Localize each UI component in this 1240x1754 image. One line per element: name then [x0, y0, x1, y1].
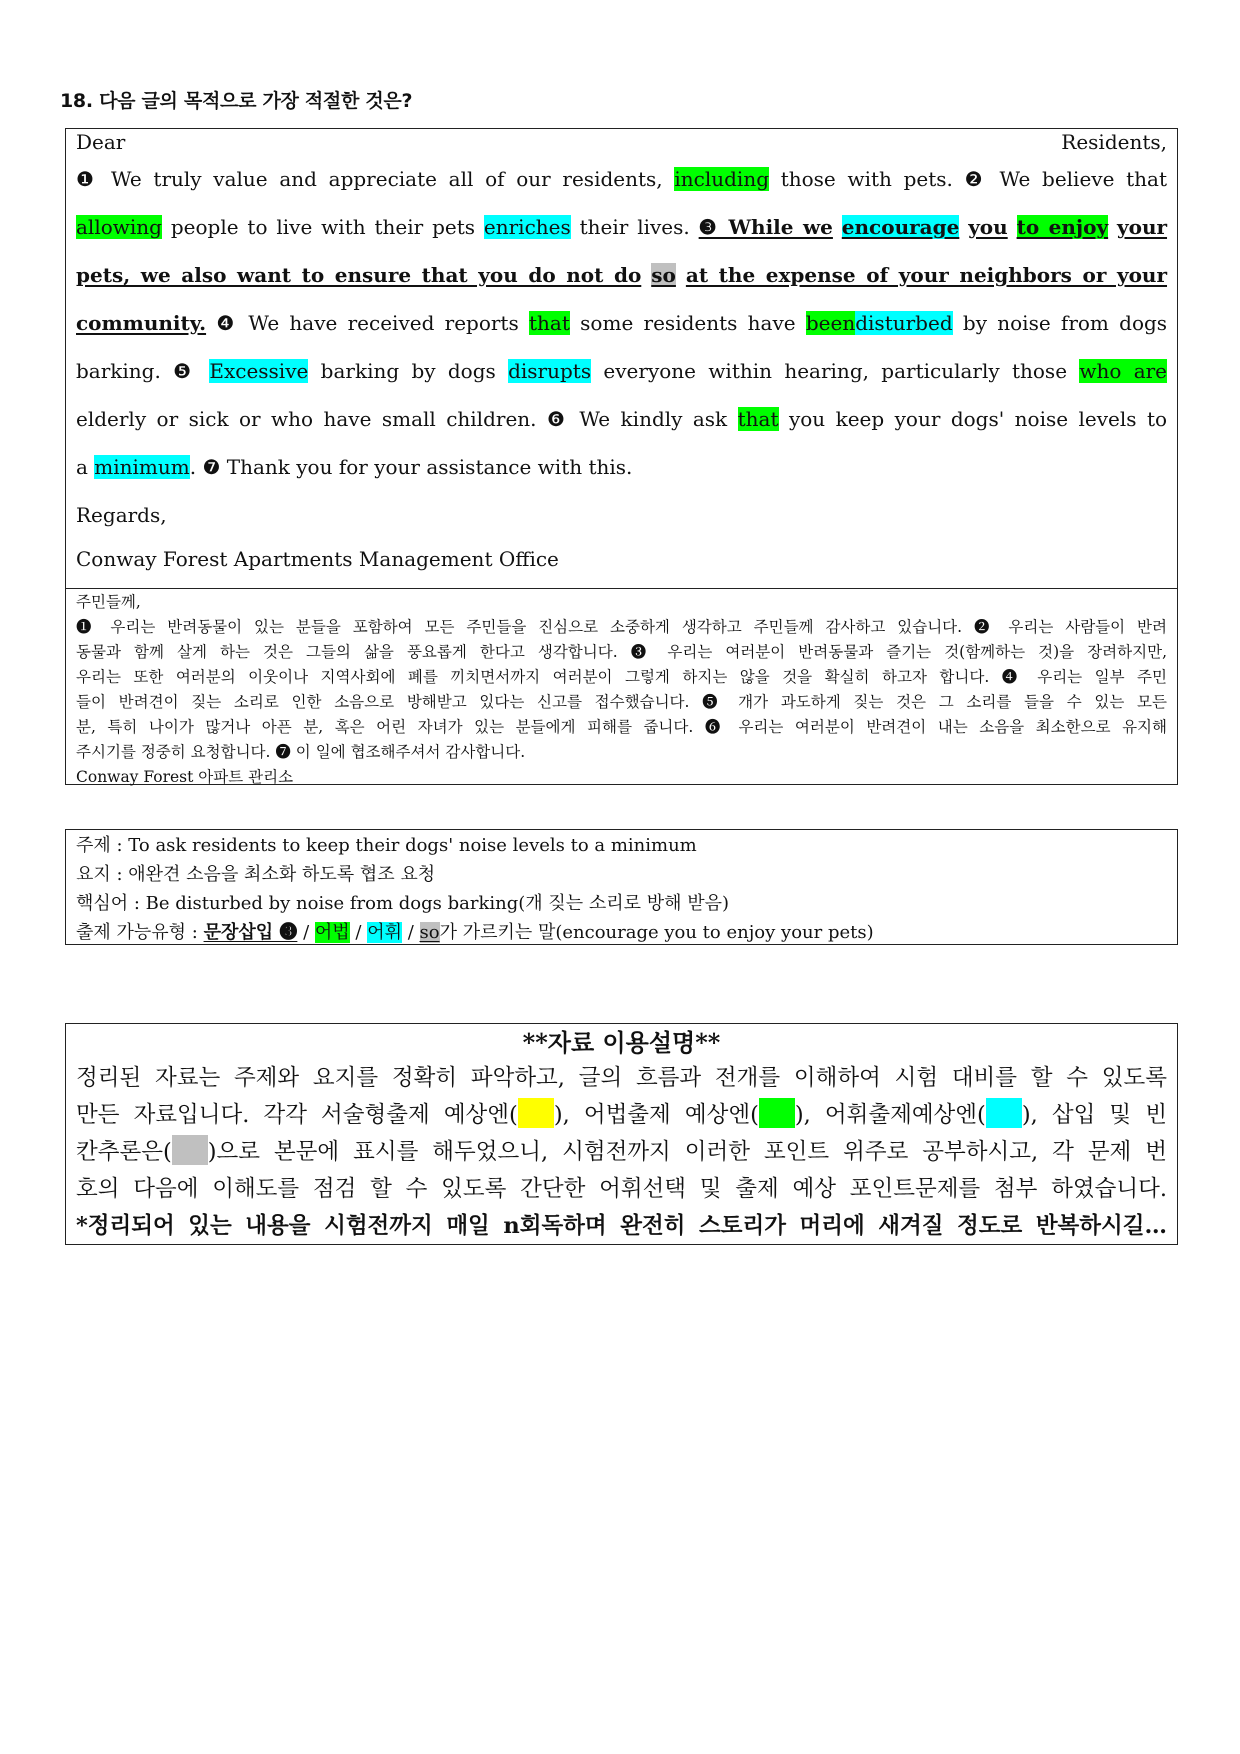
translation-line: 동물과 함께 살게 하는 것은 그들의 삶을 풍요롭게 한다고 생각합니다. ❸ 우리는 여러분이 반려동물과 즐기는 것(함께하는 것)을 장려하지만, — [76, 643, 1167, 661]
insert-sentence: your — [1116, 215, 1168, 239]
vocab-highlight: minimum — [94, 455, 190, 479]
separator: / — [349, 922, 368, 943]
vocab-highlight: disturbed — [855, 311, 953, 335]
translation-line: 주민들께, — [76, 593, 141, 611]
translation-line: ❶ 우리는 반려동물이 있는 분들을 포함하여 모든 주민들을 진심으로 소중하게 생각하고 주민들께 감사하고 있습니다. ❷ 우리는 사람들이 반려 — [76, 618, 1167, 636]
vocab-highlight: enriches — [483, 215, 571, 239]
reference-highlight: so — [651, 263, 676, 287]
passage-text: barking by dogs — [320, 359, 496, 383]
passage-line — [76, 443, 1167, 491]
passage-text: their lives. — [579, 215, 690, 239]
regards: Regards, — [76, 503, 167, 527]
passage-text: elderly or sick or who have small children. ❻ We kindly ask — [76, 407, 728, 431]
guide-text: ), 어휘출제예상엔( — [794, 1102, 986, 1128]
passage-text: everyone within hearing, particularly those — [603, 359, 1068, 383]
translation-line: 우리는 또한 여러분의 이웃이나 지역사회에 폐를 끼치면서까지 여러분이 그렇게 하지는 않을 것을 확실히 하고자 합니다. ❹ 우리는 일부 주민 — [76, 668, 1167, 686]
keyword: 핵심어 : Be disturbed by noise from dogs barking(개 짖는 소리로 방해 받음) — [76, 893, 730, 914]
gist: 요지 : 애완견 소음을 최소화 하도록 협조 요청 — [76, 864, 436, 885]
guide-line — [76, 1134, 1167, 1171]
passage-text: a — [76, 455, 88, 479]
greeting: Dear Residents, — [76, 130, 1167, 154]
translation-line: Conway Forest 아파트 관리소 — [76, 768, 294, 786]
types-label: 출제 가능유형 : — [76, 922, 204, 943]
separator: / — [401, 922, 420, 943]
guide-line — [76, 1097, 1167, 1134]
signature: Conway Forest Apartments Management Office — [76, 547, 559, 571]
guide-line: 정리된 자료는 주제와 요지를 정확히 파악하고, 글의 흐름과 전개를 이해하여 시험 대비를 할 수 있도록 — [76, 1065, 1167, 1091]
translation-line: 분, 특히 나이가 많거나 아픈 분, 혹은 어린 자녀가 있는 분들에게 피해를 줍니다. ❻ 우리는 여러분이 반려견이 내는 소음을 최소한으로 유지해 — [76, 718, 1167, 736]
guide-text: )으로 본문에 표시를 해두었으니, 시험전까지 이러한 포인트 위주로 공부하시고, 각 문제 번 — [207, 1139, 1167, 1165]
insert-sentence: community. — [76, 311, 207, 335]
passage-text: those with pets. ❷ We believe that — [780, 167, 1168, 191]
insert-sentence: at the expense of your neighbors or your — [685, 263, 1168, 287]
question-types — [76, 918, 1167, 947]
insert-sentence: you — [968, 215, 1008, 239]
grammar-highlight: allowing — [76, 215, 162, 239]
passage-text: ❹ We have received reports — [216, 311, 519, 335]
summary-box — [65, 829, 1178, 945]
type-vocab: 어휘 — [367, 922, 402, 943]
grammar-highlight: including — [674, 167, 769, 191]
guide-text: ), 어법출제 예상엔( — [553, 1102, 759, 1128]
passage-line — [76, 203, 1167, 251]
grammar-highlight: been — [805, 311, 856, 335]
vocab-highlight: disrupts — [508, 359, 592, 383]
passage-text: people to live with their pets — [170, 215, 476, 239]
passage-line — [76, 251, 1167, 299]
type-grammar: 어법 — [314, 922, 350, 943]
passage-text: some residents have — [580, 311, 796, 335]
cyan-swatch — [986, 1098, 1022, 1128]
passage-line — [76, 347, 1167, 395]
guide-title: **자료 이용설명** — [522, 1028, 721, 1057]
vocab-highlight: encourage — [841, 215, 960, 239]
passage-box — [65, 128, 1178, 589]
passage-line — [76, 155, 1167, 203]
insert-sentence: ❸ While we — [698, 215, 833, 239]
guide-box — [65, 1023, 1178, 1245]
type-reference-desc: 가 가르키는 말(encourage you to enjoy your pets) — [439, 922, 874, 943]
topic: 주제 : To ask residents to keep their dogs' noise levels to a minimum — [76, 835, 697, 856]
passage-line — [76, 299, 1167, 347]
translation-line: 주시기를 정중히 요청합니다. ❼ 이 일에 협조해주셔서 감사합니다. — [76, 743, 526, 761]
yellow-swatch — [518, 1098, 554, 1128]
gray-swatch — [172, 1135, 208, 1165]
passage-text: . ❼ Thank you for your assistance with this. — [189, 455, 633, 479]
passage-text: barking. ❺ — [76, 359, 198, 383]
green-swatch — [759, 1098, 795, 1128]
grammar-highlight: who are — [1079, 359, 1168, 383]
grammar-highlight: that — [737, 407, 779, 431]
translation-box — [65, 588, 1178, 785]
passage-text: ❶ We truly value and appreciate all of our residents, — [76, 167, 663, 191]
grammar-highlight: to enjoy — [1016, 215, 1109, 239]
type-insert: 문장삽입 ❸ — [203, 922, 298, 943]
question-title: 18. 다음 글의 목적으로 가장 적절한 것은? — [60, 90, 413, 112]
guide-text: ), 삽입 및 빈 — [1021, 1102, 1167, 1128]
type-reference: so — [419, 922, 440, 943]
guide-note: *정리되어 있는 내용을 시험전까지 매일 n회독하며 완전히 스토리가 머리에 새겨질 정도로 반복하시길… — [76, 1213, 1167, 1239]
guide-text: 칸추론은( — [76, 1139, 172, 1165]
grammar-highlight: that — [529, 311, 570, 335]
guide-text: 만든 자료입니다. 각각 서술형출제 예상엔( — [76, 1102, 518, 1128]
passage-text: you keep your dogs' noise levels to — [788, 407, 1168, 431]
guide-line: 호의 다음에 이해도를 점검 할 수 있도록 간단한 어휘선택 및 출제 예상 포인트문제를 첨부 하였습니다. — [76, 1176, 1167, 1202]
insert-sentence: pets, we also want to ensure that you do not do — [76, 263, 642, 287]
passage-line — [76, 395, 1167, 443]
translation-line: 들이 반려견이 짖는 소리로 인한 소음으로 방해받고 있다는 신고를 접수했습니다. ❺ 개가 과도하게 짖는 것은 그 소리를 들을 수 있는 모든 — [76, 693, 1167, 711]
separator: / — [297, 922, 315, 943]
vocab-highlight: Excessive — [209, 359, 309, 383]
passage-text: by noise from dogs — [962, 311, 1168, 335]
